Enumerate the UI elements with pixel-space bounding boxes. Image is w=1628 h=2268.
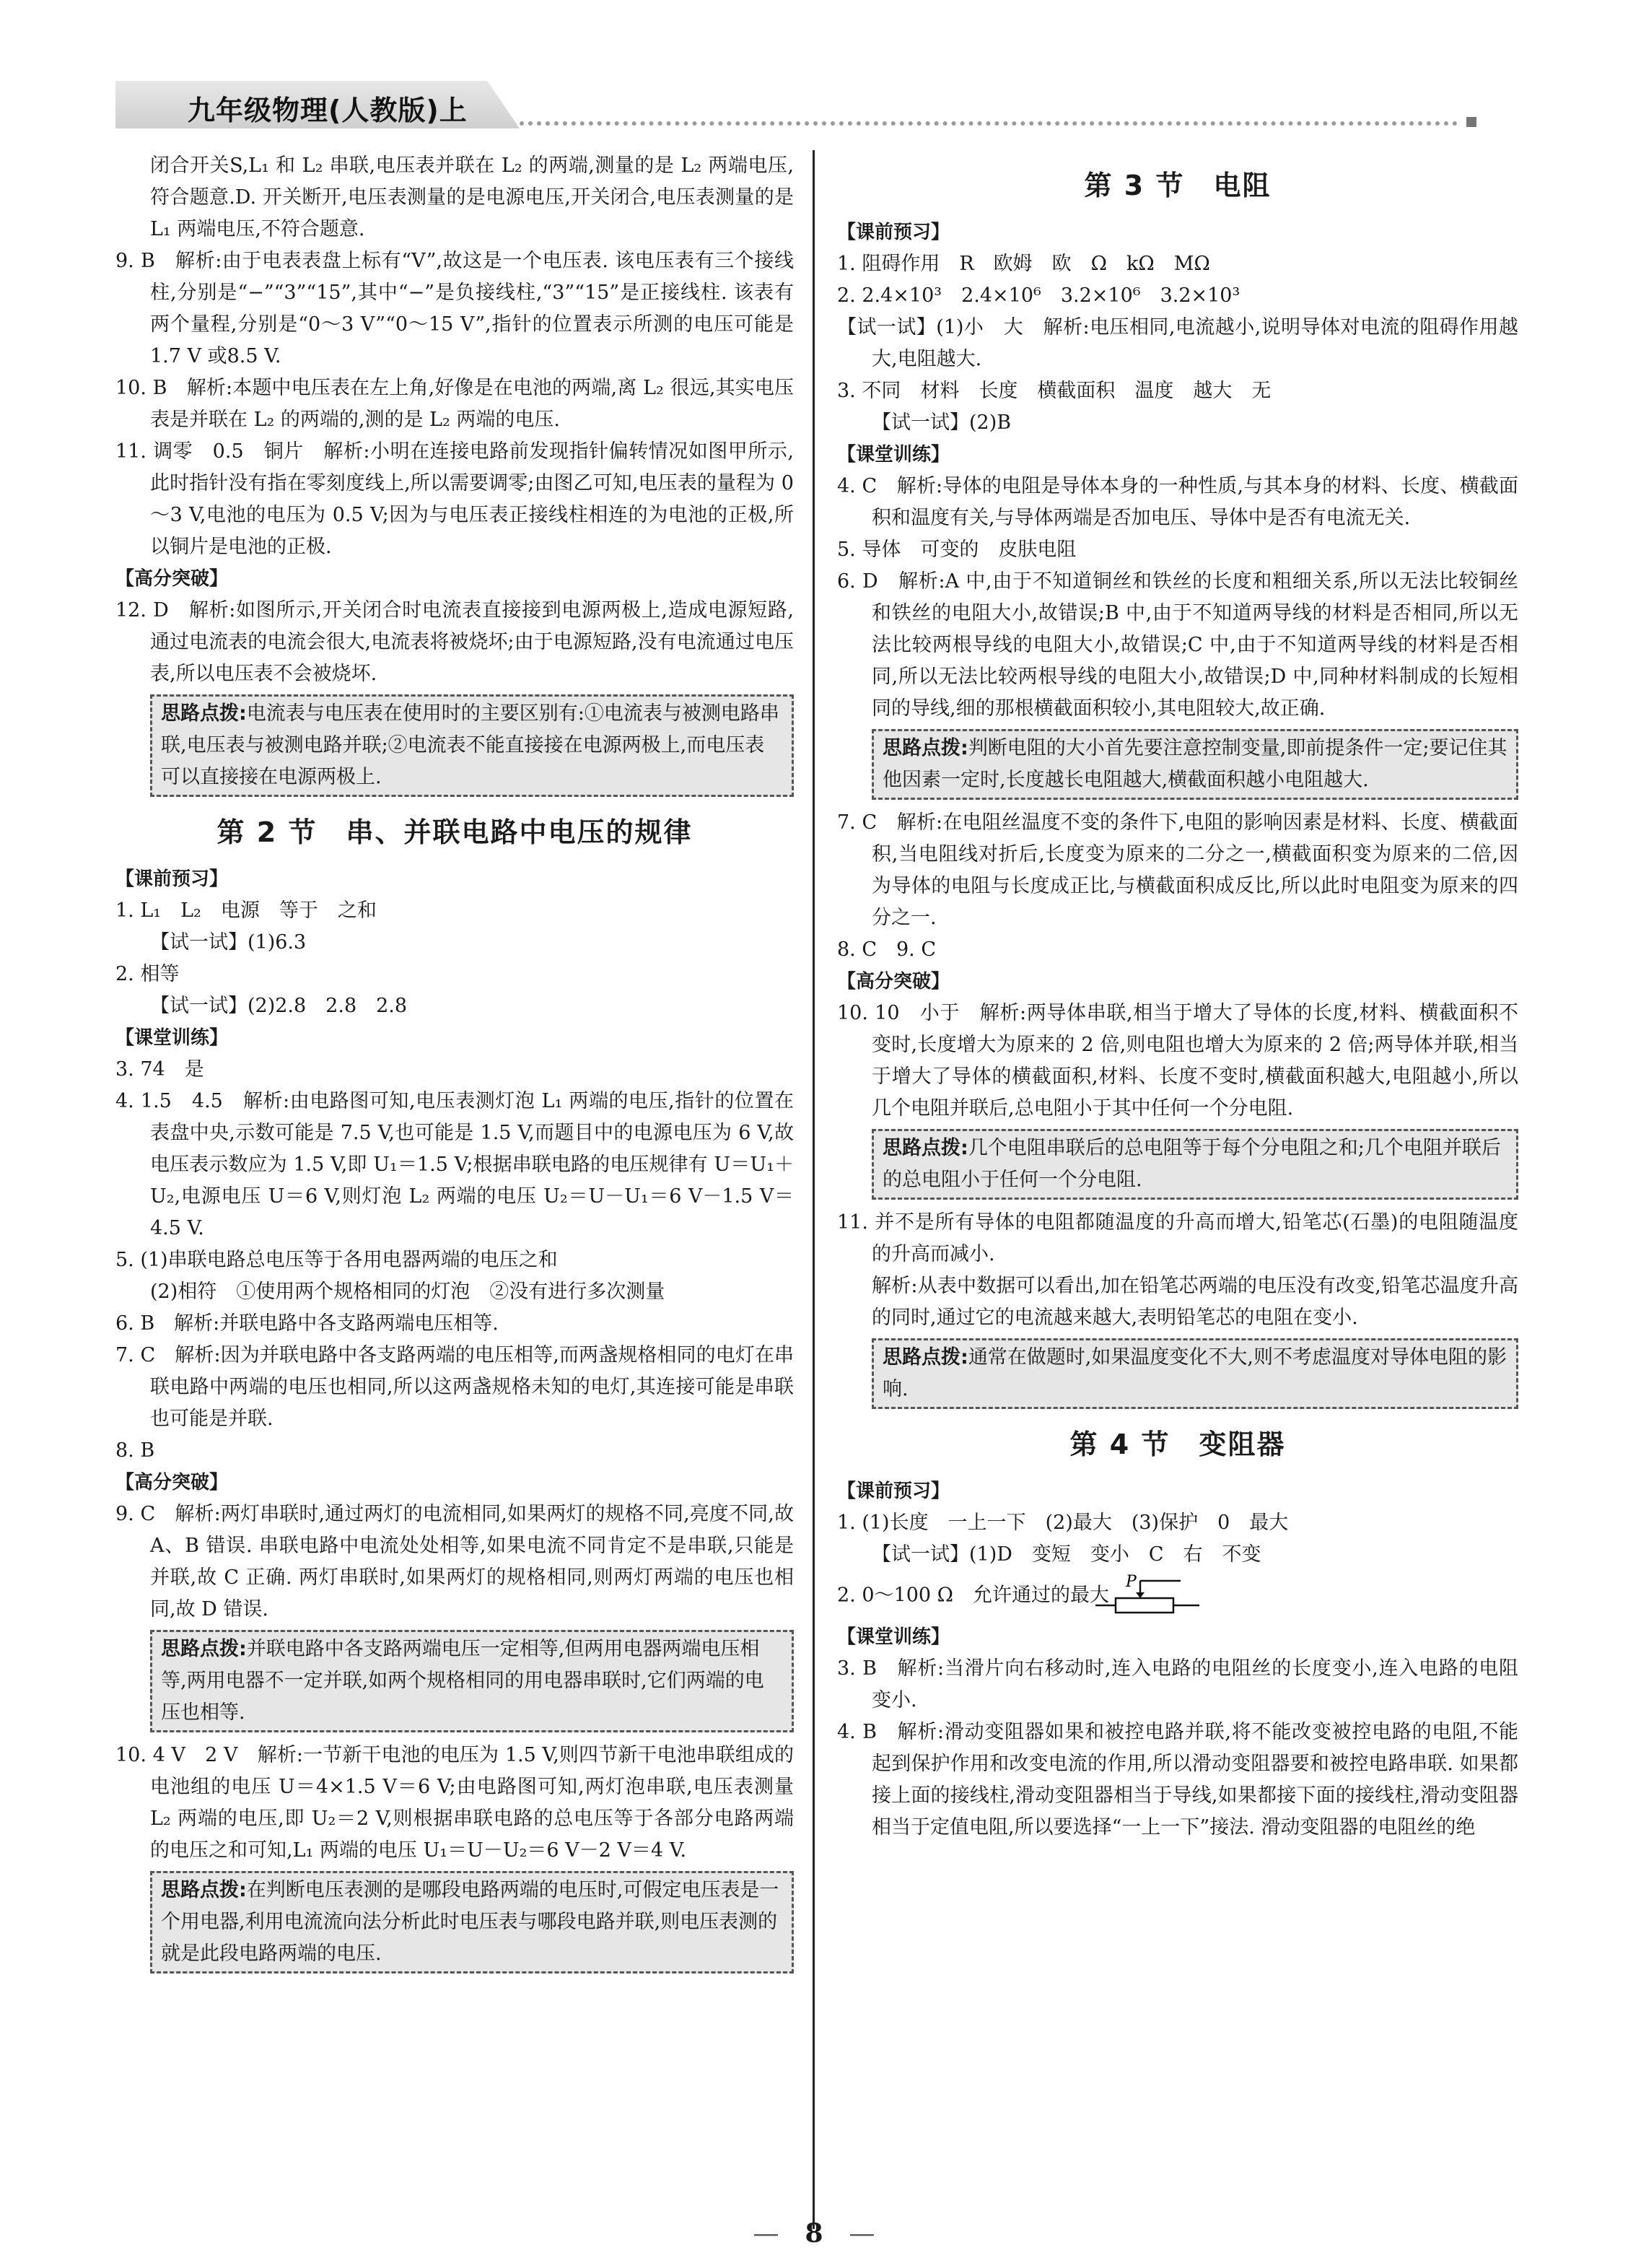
tip-text: 在判断电压表测的是哪段电路两端的电压时,可假定电压表是一个用电器,利用电流流向法分析此时电压表与哪段电路并联,则电压表测的就是此段电路两端的电压. (161, 1879, 779, 1965)
s2-answer-10: 10. 4 V 2 V 解析:一节新干电池的电压为 1.5 V,则四节新干电池串联组成的电池组的电压 U＝4×1.5 V＝6 V;由电路图可知,两灯泡串联,电压表测量 L₂ 两端的电压,即 U₂＝2 V,则根据串联电路的总电压等于各部分电路两端的电压之和可知,L₁ 两端的电压 U₁＝U－U₂＝6 V－2 V＝4 V. (115, 1744, 794, 1862)
s4-answer-1: 1. (1)长度 一上一下 (2)最大 (3)保护 0 最大 (837, 1512, 1289, 1534)
s3-answer-4: 4. C 解析:导体的电阻是导体本身的一种性质,与其本身的材料、长度、横截面积和温度有关,与导体两端是否加电压、导体中是否有电流无关. (837, 475, 1518, 529)
left-column (115, 150, 794, 1981)
s2-answer-4: 4. 1.5 4.5 解析:由电路图可知,电压表测灯泡 L₁ 两端的电压,指针的位置在表盘中央,示数可能是 7.5 V,也可能是 1.5 V,而题目中的电源电压为 6 V,故电压表示数应为 1.5 V,即 U₁＝1.5 V;根据串联电路的电压规律有 U＝U₁＋U₂,电源电压 U＝6 V,则灯泡 L₂ 两端的电压 U₂＝U－U₁＝6 V－1.5 V＝4.5 V. (115, 1090, 794, 1239)
s3-answer-8-9: 8. C 9. C (837, 938, 937, 961)
tip-text: 几个电阻串联后的总电阻等于每个分电阻之和;几个电阻并联后的总电阻小于任何一个分电阻. (883, 1137, 1501, 1191)
page-number-value: 8 (805, 2218, 823, 2249)
tip-box (150, 1630, 794, 1732)
s2-answer-1: 1. L₁ L₂ 电源 等于 之和 (115, 899, 377, 922)
answer-10: 10. B 解析:本题中电压表在左上角,好像是在电池的两端,离 L₂ 很远,其实电压表是并联在 L₂ 的两端的,测的是 L₂ 两端的电压. (115, 377, 794, 431)
tip-label: 思路点拨: (883, 1137, 968, 1159)
header-dotted-rule (520, 121, 1458, 126)
s4-answer-4: 4. B 解析:滑动变阻器如果和被控电路并联,将不能改变被控电路的电阻,不能起到保护作用和改变电流的作用,所以滑动变阻器要和被控电路串联. 如果都接上面的接线柱,滑动变阻器相当于导线,如果都接下面的接线柱,滑动变阻器相当于定值电阻,所以要选择“一上一下”接法. 滑动变阻器的电阻丝的绝 (837, 1721, 1518, 1839)
s4-answer-3: 3. B 解析:当滑片向右移动时,连入电路的电阻丝的长度变小,连入电路的电阻变小. (837, 1657, 1518, 1711)
section-label-kqyx: 【课前预习】 (115, 868, 229, 890)
s2-answer-3: 3. 74 是 (115, 1058, 204, 1081)
page-header (115, 81, 1487, 128)
s3-try-2: 【试一试】(2)B (872, 411, 1012, 434)
tip-text: 判断电阻的大小首先要注意控制变量,即前提条件一定;要记住其他因素一定时,长度越长电阻越大,横截面积越小电阻越大. (883, 737, 1507, 791)
s4-answer-2-row (837, 1571, 1518, 1621)
section-label-gaofen: 【高分突破】 (837, 971, 950, 993)
right-column (837, 150, 1518, 1844)
section-label-kqyx: 【课前预习】 (837, 222, 950, 243)
tip-box (872, 1129, 1518, 1200)
s3-answer-10: 10. 10 小于 解析:两导体串联,相当于增大了导体的长度,材料、横截面积不变时,长度增大为原来的 2 倍,则电阻也增大为原来的 2 倍;两导体并联,相当于增大了导体的横截面积,材料、长度不变时,横截面积越大,电阻越小,所以几个电阻并联后,总电阻小于其中任何一个分电阻. (837, 1002, 1518, 1120)
s2-answer-6: 6. B 解析:并联电路中各支路两端电压相等. (115, 1312, 499, 1335)
tip-label: 思路点拨: (161, 1638, 247, 1660)
section-title: 第 4 节 变阻器 (1069, 1429, 1286, 1460)
tip-text: 通常在做题时,如果温度变化不大,则不考虑温度对导体电阻的影响. (883, 1346, 1507, 1400)
s2-answer-5b: (2)相符 ①使用两个规格相同的灯泡 ②没有进行多次测量 (150, 1281, 665, 1303)
tip-label: 思路点拨: (161, 702, 247, 725)
section-label-gaofen: 【高分突破】 (115, 1472, 229, 1493)
section-label-ktxl: 【课堂训练】 (837, 444, 950, 466)
s2-try-1: 【试一试】(1)6.3 (150, 931, 307, 954)
column-divider (813, 150, 815, 2229)
tip-box (150, 694, 794, 797)
s2-answer-7: 7. C 解析:因为并联电路中各支路两端的电压相等,而两盏规格相同的电灯在串联电路中两端的电压也相同,所以这两盏规格未知的电灯,其连接可能是串联也可能是并联. (115, 1344, 794, 1430)
s2-answer-9: 9. C 解析:两灯串联时,通过两灯的电流相同,如果两灯的规格不同,亮度不同,故 A、B 错误. 串联电路中电流处处相等,如果电流不同肯定不是串联,只能是并联,故 C 正确. 两灯串联时,如果两灯的规格相同,则两灯两端的电压也相同,故 D 错误. (115, 1503, 794, 1621)
answer-9: 9. B 解析:由于电表表盘上标有“V”,故这是一个电压表. 该电压表有三个接线柱,分别是“−”“3”“15”,其中“−”是负接线柱,“3”“15”是正接线柱. 该表有两个量程,分别是“0～3 V”“0～15 V”,指针的位置表示所测的电压可能是 1.7 V 或8.5 V. (115, 250, 794, 367)
tip-label: 思路点拨: (883, 1346, 968, 1369)
tip-text: 并联电路中各支路两端电压一定相等,但两用电器两端电压相等,两用电器不一定并联,如两个规格相同的用电器串联时,它们两端的电压也相等. (161, 1638, 764, 1724)
section-title: 第 3 节 电阻 (1084, 170, 1272, 201)
tip-label: 思路点拨: (161, 1879, 247, 1901)
tip-box (872, 1338, 1518, 1409)
section-label-kqyx: 【课前预习】 (837, 1480, 950, 1502)
rheostat-diagram (1094, 1571, 1202, 1621)
rheostat-label: P (1125, 1573, 1137, 1591)
answer-continuation: 闭合开关S,L₁ 和 L₂ 串联,电压表并联在 L₂ 的两端,测量的是 L₂ 两端电压,符合题意.D. 开关断开,电压表测量的是电源电压,开关闭合,电压表测量的是 L₁ 两端电压,不符合题意. (150, 154, 794, 240)
section-title: 第 2 节 串、并联电路中电压的规律 (216, 816, 693, 848)
section-label-gaofen: 【高分突破】 (115, 568, 229, 590)
s3-answer-1: 1. 阻碍作用 R 欧姆 欧 Ω kΩ MΩ (837, 253, 1210, 275)
s2-answer-5a: 5. (1)串联电路总电压等于各用电器两端的电压之和 (115, 1249, 558, 1271)
tip-box (150, 1871, 794, 1973)
tip-text: 电流表与电压表在使用时的主要区别有:①电流表与被测电路串联,电压表与被测电路并联;②电流表不能直接接在电源两极上,而电压表可以直接接在电源两极上. (161, 702, 779, 788)
page-number: — 8 — (753, 2218, 875, 2249)
s3-answer-5: 5. 导体 可变的 皮肤电阻 (837, 538, 1077, 561)
answer-12: 12. D 解析:如图所示,开关闭合时电流表直接接到电源两极上,造成电源短路,通过电流表的电流会很大,电流表将被烧坏;由于电源短路,没有电流通过电压表,所以电压表不会被烧坏. (115, 599, 794, 685)
tip-box (872, 729, 1518, 800)
s3-answer-3: 3. 不同 材料 长度 横截面积 温度 越大 无 (837, 380, 1272, 402)
s4-try-1: 【试一试】(1)D 变短 变小 C 右 不变 (872, 1543, 1261, 1566)
s2-answer-2: 2. 相等 (115, 963, 180, 985)
tip-label: 思路点拨: (883, 737, 968, 759)
s3-answer-2: 2. 2.4×10³ 2.4×10⁶ 3.2×10⁶ 3.2×10³ (837, 284, 1240, 307)
s2-answer-8: 8. B (115, 1439, 155, 1462)
s3-answer-7: 7. C 解析:在电阻丝温度不变的条件下,电阻的影响因素是材料、长度、横截面积,当电阻线对折后,长度变为原来的二分之一,横截面积变为原来的二倍,因为导体的电阻与长度成正比,与横截面积成反比,所以此时电阻变为原来的四分之一. (837, 811, 1518, 929)
header-square-marker (1466, 117, 1476, 127)
s4-answer-2: 2. 0～100 Ω 允许通过的最大 (837, 1584, 1110, 1607)
s3-answer-6: 6. D 解析:A 中,由于不知道铜丝和铁丝的长度和粗细关系,所以无法比较铜丝和铁丝的电阻大小,故错误;B 中,由于不知道两导线的材料是否相同,所以无法比较两根导线的电阻大小,故错误;C 中,由于不知道两导线的材料是否相同,所以无法比较两根导线的电阻大小,故错误;D 中,同种材料制成的长短相同的导线,细的那根横截面积较小,其电阻较大,故正确. (837, 570, 1518, 720)
rheostat-body (1116, 1598, 1173, 1613)
s3-answer-11-analysis: 解析:从表中数据可以看出,加在铅笔芯两端的电压没有改变,铅笔芯温度升高的同时,通过它的电流越来越大,表明铅笔芯的电阻在变小. (872, 1275, 1518, 1329)
answer-11: 11. 调零 0.5 铜片 解析:小明在连接电路前发现指针偏转情况如图甲所示,此时指针没有指在零刻度线上,所以需要调零;由图乙可知,电压表的量程为 0～3 V,电池的电压为 0.5 V;因为与电压表正接线柱相连的为电池的正极,所以铜片是电池的正极. (115, 440, 794, 558)
section-label-ktxl: 【课堂训练】 (115, 1027, 229, 1049)
header-title: 九年级物理(人教版)上 (188, 95, 468, 126)
section-label-ktxl: 【课堂训练】 (837, 1626, 950, 1648)
s3-answer-11: 11. 并不是所有导体的电阻都随温度的升高而增大,铅笔芯(石墨)的电阻随温度的升高而减小. (837, 1211, 1518, 1265)
s2-try-2: 【试一试】(2)2.8 2.8 2.8 (150, 995, 408, 1017)
rheostat-symbol (1125, 1571, 1237, 1621)
s3-try-1: 【试一试】(1)小 大 解析:电压相同,电流越小,说明导体对电流的阻碍作用越大,电阻越大. (837, 316, 1518, 370)
